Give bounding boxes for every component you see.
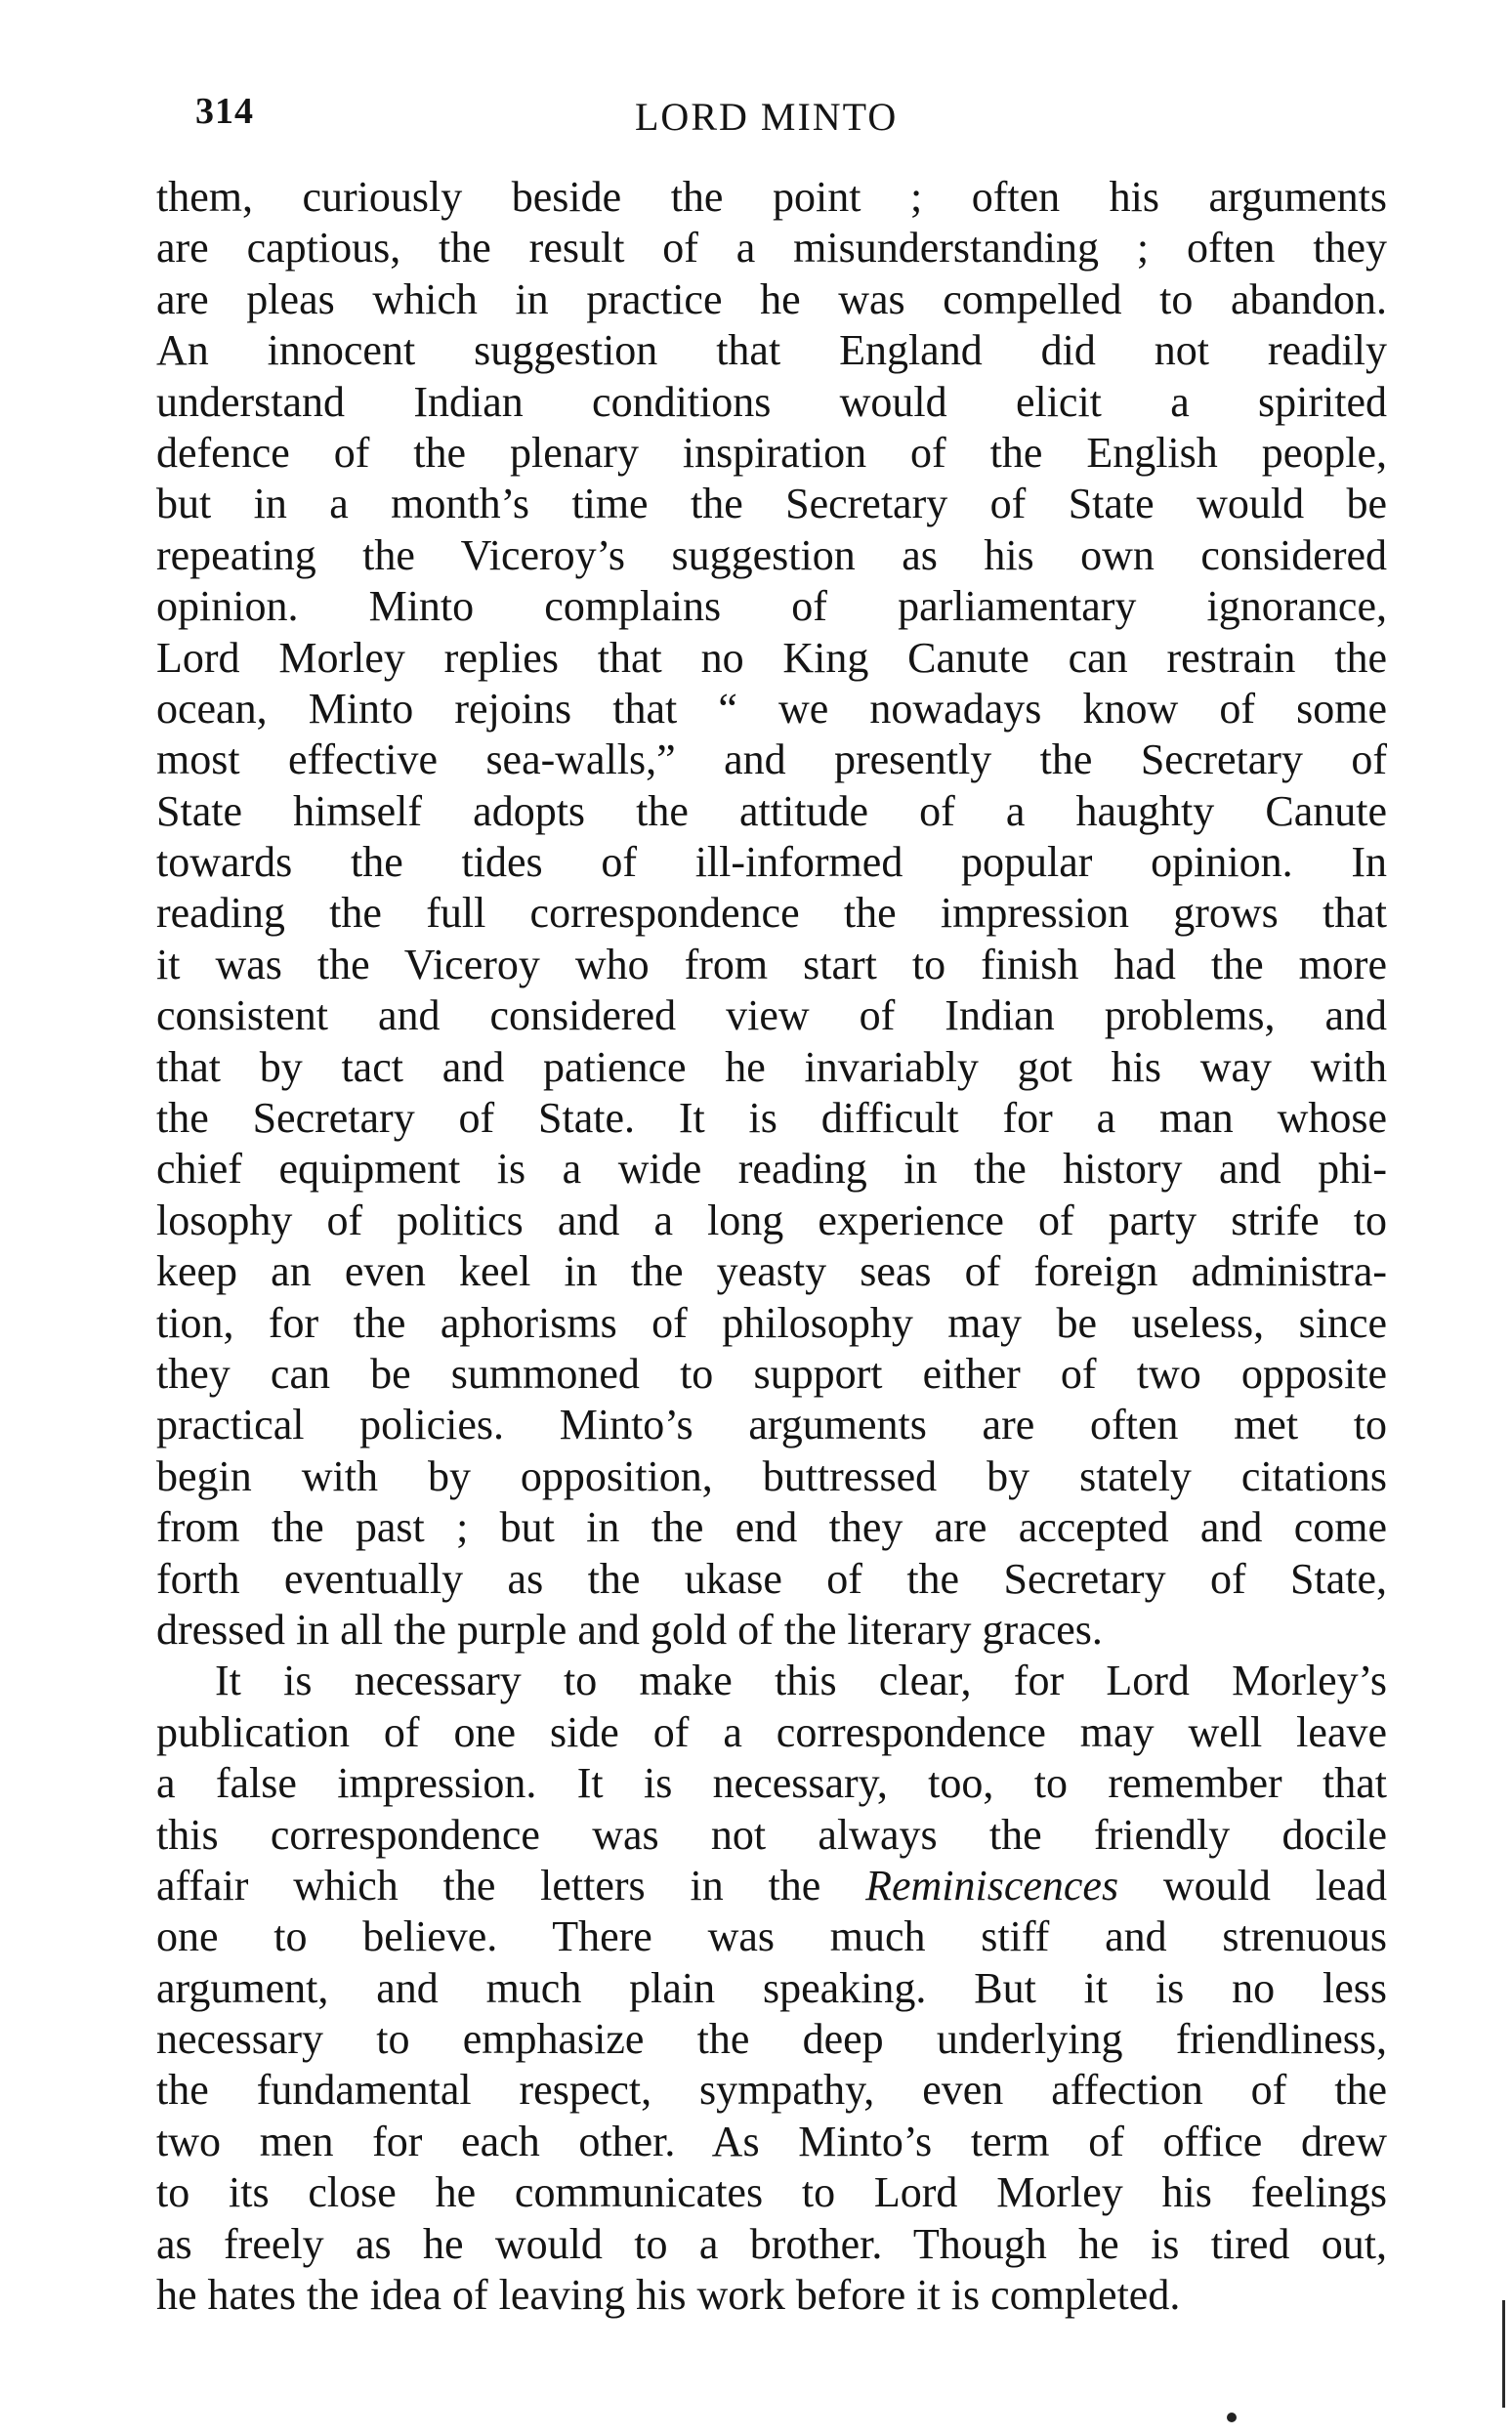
paragraph-2 bbox=[156, 1656, 1387, 2321]
text-line: are pleas which in practice he was compelled to abandon. bbox=[156, 274, 1387, 323]
text-line: necessary to emphasize the deep underlying friendliness, bbox=[156, 2015, 1387, 2064]
text-segment: affair which the letters in the bbox=[156, 1861, 866, 1910]
ink-speck bbox=[1227, 2413, 1237, 2422]
page-edge-mark bbox=[1502, 2300, 1505, 2408]
text-line: losophy of politics and a long experience of party strife to bbox=[156, 1196, 1387, 1244]
text-line: one to believe. There was much stiff and strenuous bbox=[156, 1912, 1387, 1961]
text-line: practical policies. Minto’s arguments are often met to bbox=[156, 1401, 1387, 1449]
text-line: Lord Morley replies that no King Canute can restrain the bbox=[156, 633, 1387, 682]
text-line: understand Indian conditions would elicit a spirited bbox=[156, 377, 1387, 426]
text-line: this correspondence was not always the friendly docile bbox=[156, 1810, 1387, 1859]
text-line: dressed in all the purple and gold of the literary graces. bbox=[156, 1605, 1103, 1654]
text-line: towards the tides of ill-informed popular opinion. In bbox=[156, 838, 1387, 887]
text-line: it was the Viceroy who from start to finish had the more bbox=[156, 940, 1387, 988]
text-line: as freely as he would to a brother. Though he is tired out, bbox=[156, 2219, 1387, 2268]
text-line: the Secretary of State. It is difficult for a man whose bbox=[156, 1094, 1387, 1143]
text-line: he hates the idea of leaving his work before it is completed. bbox=[156, 2271, 1181, 2320]
text-line: It is necessary to make this clear, for Lord Morley’s bbox=[215, 1657, 1387, 1705]
text-line: to its close he communicates to Lord Morley his feelings bbox=[156, 2168, 1387, 2217]
text-line: most effective sea-walls,” and presently the Secretary of bbox=[156, 735, 1387, 784]
text-line: ocean, Minto rejoins that “ we nowadays know of some bbox=[156, 684, 1387, 733]
text-line-with-italic bbox=[156, 1861, 1387, 1911]
text-line: tion, for the aphorisms of philosophy may be useless, since bbox=[156, 1298, 1387, 1347]
text-line: reading the full correspondence the impression grows that bbox=[156, 889, 1387, 938]
body-text bbox=[156, 172, 1387, 2321]
text-line: State himself adopts the attitude of a haughty Canute bbox=[156, 786, 1387, 835]
text-line: keep an even keel in the yeasty seas of foreign administra- bbox=[156, 1247, 1387, 1296]
text-line: opinion. Minto complains of parliamentary ignorance, bbox=[156, 582, 1387, 631]
text-line: from the past ; but in the end they are accepted and come bbox=[156, 1503, 1387, 1552]
text-line: forth eventually as the ukase of the Secretary of State, bbox=[156, 1554, 1387, 1603]
text-line: consistent and considered view of Indian problems, and bbox=[156, 991, 1387, 1040]
text-line: begin with by opposition, buttressed by stately citations bbox=[156, 1451, 1387, 1500]
text-line: a false impression. It is necessary, too, to remember that bbox=[156, 1759, 1387, 1808]
text-line: two men for each other. As Minto’s term of office drew bbox=[156, 2117, 1387, 2165]
running-head: LORD MINTO bbox=[635, 95, 899, 139]
text-line: publication of one side of a correspondence may well leave bbox=[156, 1707, 1387, 1756]
text-line: they can be summoned to support either of two opposite bbox=[156, 1349, 1387, 1398]
text-line: them, curiously beside the point ; often his arguments bbox=[156, 173, 1387, 221]
text-line: repeating the Viceroy’s suggestion as his own considered bbox=[156, 530, 1387, 579]
text-line: chief equipment is a wide reading in the history and phi- bbox=[156, 1145, 1387, 1194]
text-line: that by tact and patience he invariably got his way with bbox=[156, 1042, 1387, 1091]
paragraph-1 bbox=[156, 172, 1387, 1656]
text-line: defence of the plenary inspiration of the English people, bbox=[156, 428, 1387, 477]
text-segment: would lead bbox=[1118, 1861, 1387, 1910]
text-line: are captious, the result of a misunderstanding ; often they bbox=[156, 224, 1387, 273]
text-line: the fundamental respect, sympathy, even affection of the bbox=[156, 2066, 1387, 2115]
italic-title: Reminiscences bbox=[865, 1861, 1119, 1910]
page-number: 314 bbox=[195, 91, 254, 132]
text-line: argument, and much plain speaking. But it is no less bbox=[156, 1963, 1387, 2012]
text-line: An innocent suggestion that England did not readily bbox=[156, 326, 1387, 375]
text-line: but in a month’s time the Secretary of State would be bbox=[156, 480, 1387, 528]
